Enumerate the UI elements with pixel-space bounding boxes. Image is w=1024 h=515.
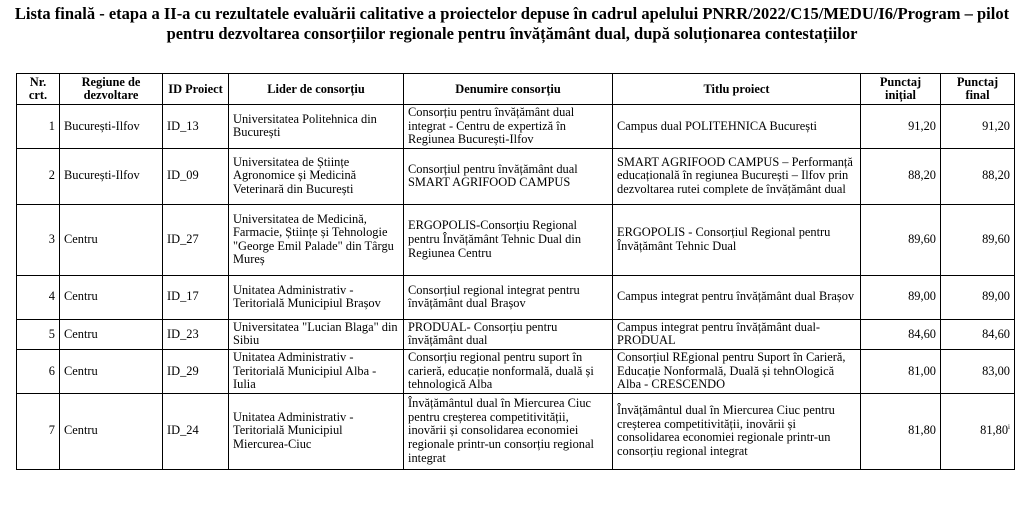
- cell-lider: Universitatea "Lucian Blaga" din Sibiu: [229, 319, 404, 349]
- header-row: [17, 74, 1015, 105]
- cell-punctaj-initial: 81,80: [861, 393, 941, 469]
- cell-punctaj-initial: 84,60: [861, 319, 941, 349]
- cell-nr: 4: [17, 275, 60, 319]
- cell-punctaj-initial: 89,00: [861, 275, 941, 319]
- cell-nr: 1: [17, 105, 60, 149]
- cell-punctaj-final: 88,20: [941, 148, 1015, 204]
- table-row: [17, 393, 1015, 469]
- header-punctaj-initial: Punctaj inițial: [861, 74, 941, 105]
- cell-denumire: Consorțiul pentru învățământ dual SMART AGRIFOOD CAMPUS: [404, 148, 613, 204]
- cell-denumire: Consorțiu regional pentru suport în carieră, educație nonformală, duală și tehnologică Alba: [404, 349, 613, 393]
- cell-lider: Unitatea Administrativ - Teritorială Municipiul Alba - Iulia: [229, 349, 404, 393]
- cell-id: ID_27: [163, 204, 229, 275]
- table-row: [17, 319, 1015, 349]
- header-titlu: Titlu proiect: [613, 74, 861, 105]
- cell-punctaj-initial: 91,20: [861, 105, 941, 149]
- table-row: [17, 105, 1015, 149]
- header-denumire: Denumire consorțiu: [404, 74, 613, 105]
- cell-lider: Universitatea de Medicină, Farmacie, Științe și Tehnologie "George Emil Palade" din Târgu Mureș: [229, 204, 404, 275]
- cell-lider: Unitatea Administrativ - Teritorială Municipiul Brașov: [229, 275, 404, 319]
- header-regiune: Regiune de dezvoltare: [60, 74, 163, 105]
- cell-id: ID_24: [163, 393, 229, 469]
- results-table: [16, 73, 1015, 470]
- cell-regiune: Centru: [60, 275, 163, 319]
- cell-id: ID_17: [163, 275, 229, 319]
- cell-id: ID_29: [163, 349, 229, 393]
- cell-punctaj-final: 91,20: [941, 105, 1015, 149]
- cell-nr: 3: [17, 204, 60, 275]
- table-row: [17, 204, 1015, 275]
- cell-regiune: Centru: [60, 349, 163, 393]
- cell-lider: Universitatea de Științe Agronomice și Medicină Veterinară din București: [229, 148, 404, 204]
- cell-titlu: Învățământul dual în Miercurea Ciuc pentru creșterea competitivității, inovării și consolidarea economiei regionale printr-un consorțiu regional integrat: [613, 393, 861, 469]
- footnote-marker: i: [1008, 423, 1010, 432]
- cell-lider: Universitatea Politehnica din București: [229, 105, 404, 149]
- cell-punctaj-final: 89,00: [941, 275, 1015, 319]
- cell-denumire: Învățământul dual în Miercurea Ciuc pentru creșterea competitivității, inovării și consolidarea economiei regionale printr-un consorțiu regional integrat: [404, 393, 613, 469]
- cell-lider: Unitatea Administrativ - Teritorială Municipiul Miercurea-Ciuc: [229, 393, 404, 469]
- cell-denumire: Consorțiu pentru învățământ dual integrat - Centru de expertiză în Regiunea București-Ilfov: [404, 105, 613, 149]
- cell-titlu: SMART AGRIFOOD CAMPUS – Performanță educațională în regiunea București – Ilfov prin dezvoltarea rutei complete de învățământ dual: [613, 148, 861, 204]
- cell-denumire: Consorțiul regional integrat pentru învățământ dual Brașov: [404, 275, 613, 319]
- cell-titlu: Campus integrat pentru învățământ dual-PRODUAL: [613, 319, 861, 349]
- table-row: [17, 349, 1015, 393]
- cell-punctaj-final: 83,00: [941, 349, 1015, 393]
- table-row: [17, 275, 1015, 319]
- header-id: ID Proiect: [163, 74, 229, 105]
- cell-punctaj-final: [941, 393, 1015, 469]
- cell-punctaj-initial: 89,60: [861, 204, 941, 275]
- cell-regiune: Centru: [60, 204, 163, 275]
- cell-id: ID_09: [163, 148, 229, 204]
- header-punctaj-final: Punctaj final: [941, 74, 1015, 105]
- header-nr: Nr. crt.: [17, 74, 60, 105]
- cell-punctaj-initial: 81,00: [861, 349, 941, 393]
- cell-denumire: ERGOPOLIS-Consorțiu Regional pentru Învățământ Tehnic Dual din Regiunea Centru: [404, 204, 613, 275]
- cell-nr: 5: [17, 319, 60, 349]
- cell-titlu: ERGOPOLIS - Consorțiul Regional pentru Învățământ Tehnic Dual: [613, 204, 861, 275]
- final-score-value: 81,80: [980, 423, 1009, 438]
- table-row: [17, 148, 1015, 204]
- cell-regiune: Centru: [60, 393, 163, 469]
- cell-regiune: București-Ilfov: [60, 148, 163, 204]
- cell-regiune: Centru: [60, 319, 163, 349]
- cell-punctaj-final: 84,60: [941, 319, 1015, 349]
- title-line-2: pentru dezvoltarea consorțiilor regionale pentru învățământ dual, după soluționarea contestațiilor: [166, 24, 858, 43]
- document-title: [0, 4, 1024, 44]
- cell-punctaj-final: 89,60: [941, 204, 1015, 275]
- cell-titlu: Campus dual POLITEHNICA București: [613, 105, 861, 149]
- cell-punctaj-initial: 88,20: [861, 148, 941, 204]
- cell-nr: 7: [17, 393, 60, 469]
- header-lider: Lider de consorțiu: [229, 74, 404, 105]
- cell-regiune: București-Ilfov: [60, 105, 163, 149]
- cell-nr: 2: [17, 148, 60, 204]
- cell-id: ID_13: [163, 105, 229, 149]
- cell-titlu: Consorțiul REgional pentru Suport în Carieră, Educație Nonformală, Duală și tehnOlogică Alba - CRESCENDO: [613, 349, 861, 393]
- cell-nr: 6: [17, 349, 60, 393]
- title-line-1: Lista finală - etapa a II-a cu rezultatele evaluării calitative a proiectelor depuse în cadrul apelului PNRR/2022/C15/MEDU/I6/Program – pilot: [14, 4, 1010, 23]
- cell-titlu: Campus integrat pentru învățământ dual Brașov: [613, 275, 861, 319]
- cell-id: ID_23: [163, 319, 229, 349]
- cell-denumire: PRODUAL- Consorțiu pentru învățământ dual: [404, 319, 613, 349]
